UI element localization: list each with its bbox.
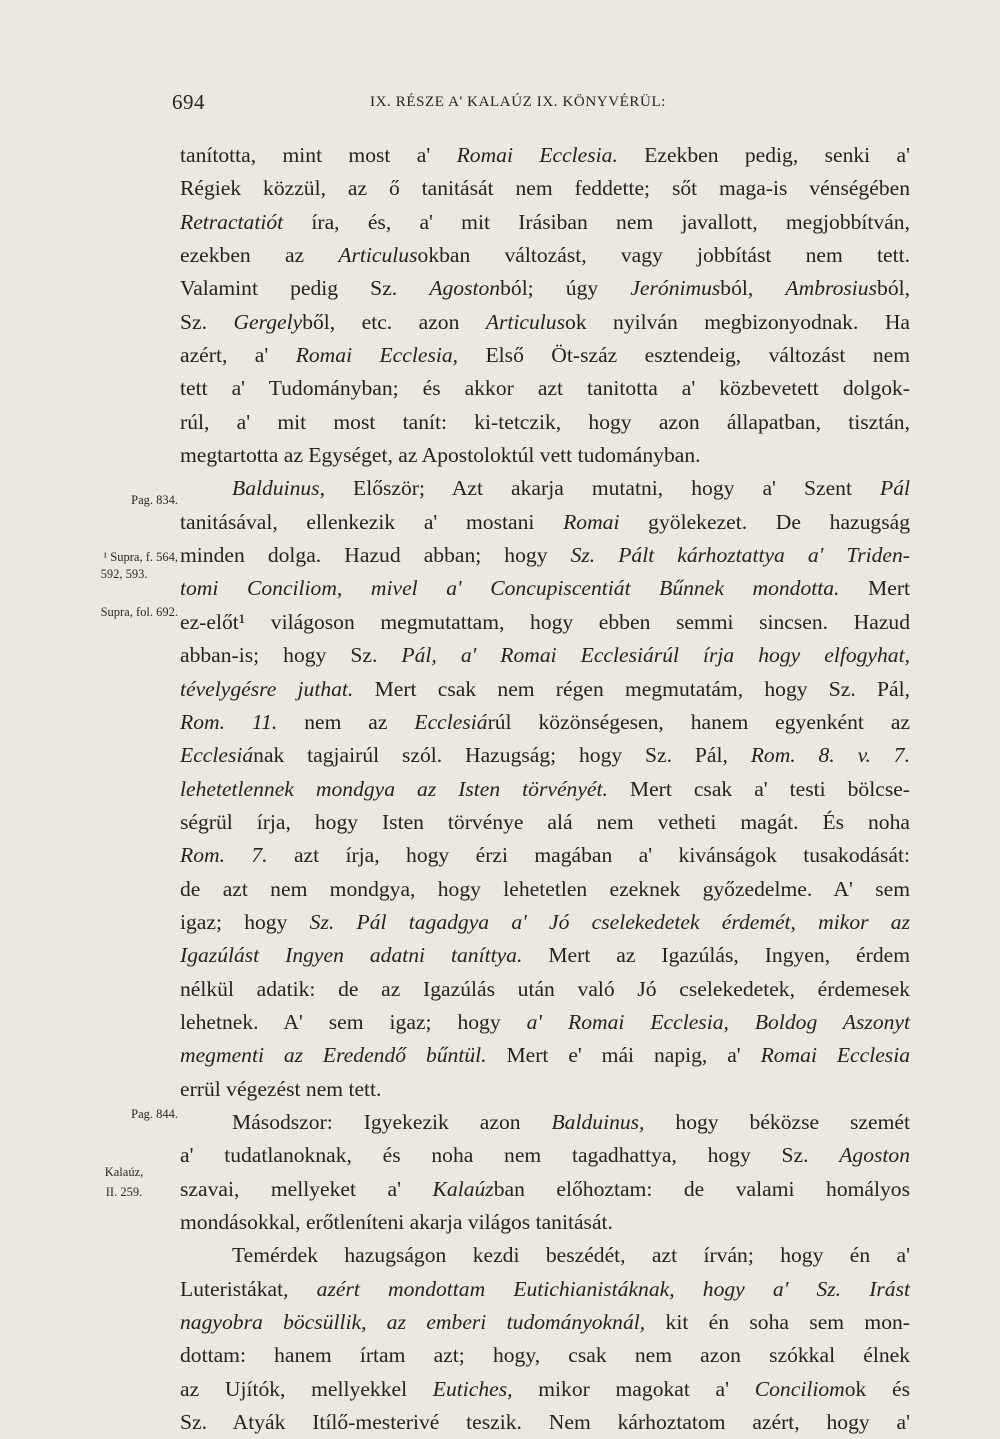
- text-run: Articulus: [485, 309, 566, 334]
- text-run: Romai Ecclesia: [760, 1043, 910, 1068]
- text-run: Balduinus,: [551, 1109, 645, 1134]
- text-run: gyölekezet. De hazugság: [619, 509, 911, 534]
- text-line: [180, 1273, 910, 1306]
- text-run: dottam: hanem írtam azt; hogy, csak nem azon szókkal élnek: [180, 1343, 910, 1368]
- text-line: [180, 939, 910, 972]
- text-run: okban változást, vagy jobbítást nem tett.: [417, 243, 910, 268]
- text-run: Romai Ecclesia.: [456, 143, 618, 167]
- text-run: azért mondottam Eutichianistáknak, hogy a' Sz. Irást: [316, 1276, 910, 1301]
- margin-note: ¹ Supra, f. 564,: [103, 550, 178, 564]
- text-run: errül végezést nem tett.: [180, 1076, 382, 1101]
- text-line: [180, 206, 910, 239]
- text-line: [180, 773, 910, 806]
- text-run: megtartotta az Egységet, az Apostoloktúl vett tudományban.: [180, 443, 701, 468]
- text-run: a' tudatlanoknak, és noha nem tagadhattya, hogy Sz.: [180, 1143, 840, 1168]
- text-run: nem az: [277, 709, 415, 734]
- text-line: [180, 306, 910, 339]
- text-run: ból,: [720, 276, 786, 301]
- text-run: Rom. 11.: [180, 709, 278, 734]
- text-run: Eutiches,: [432, 1376, 513, 1401]
- text-run: ból,: [877, 276, 911, 301]
- margin-note: Kalaúz,: [104, 1165, 144, 1179]
- margin-note: Pag. 844.: [131, 1107, 178, 1121]
- text-run: minden dolga. Hazud abban; hogy: [180, 543, 571, 568]
- text-run: ségrül írja, hogy Isten törvénye alá nem vetheti magát. És noha: [180, 809, 910, 834]
- text-run: ből, etc. azon: [302, 309, 486, 334]
- text-line: [180, 1239, 910, 1272]
- text-line: [180, 639, 910, 672]
- text-run: Régiek közzül, az ő tanitását nem feddette; sőt maga-is vénségében: [180, 176, 910, 201]
- text-run: szavai, mellyeket a': [180, 1176, 433, 1201]
- text-line: [180, 1139, 910, 1172]
- text-line: [180, 1173, 910, 1206]
- text-run: Temérdek hazugságon kezdi beszédét, azt írván; hogy én a': [232, 1243, 910, 1268]
- margin-note: Pag. 834.: [131, 493, 178, 507]
- text-run: tanitásával, ellenkezik a' mostani: [180, 509, 564, 534]
- text-line: [180, 339, 910, 372]
- text-line: [180, 1073, 910, 1106]
- text-run: Agoston: [839, 1143, 910, 1168]
- text-line: [180, 706, 910, 739]
- text-run: Valamint pedig Sz.: [180, 276, 430, 301]
- text-run: tett a' Tudományban; és akkor azt tanitotta a' közbevetett dolgok-: [180, 376, 910, 401]
- margin-note: 592, 593.: [100, 567, 148, 581]
- text-run: Ambrosius: [785, 276, 878, 301]
- text-run: ok nyilván megbizonyodnak. Ha: [565, 309, 910, 334]
- text-run: Pál: [880, 476, 910, 501]
- text-run: Luteristákat,: [180, 1276, 317, 1301]
- margin-note: Supra, fol. 692.: [100, 605, 178, 619]
- text-line: [180, 606, 910, 639]
- text-run: az Ujítók, mellyekkel: [180, 1376, 433, 1401]
- text-line: [180, 739, 910, 772]
- text-line: [180, 439, 910, 472]
- text-line: [180, 839, 910, 872]
- text-run: íra, és, a' mit Irásiban nem javallott, megjobbítván,: [283, 209, 910, 234]
- text-run: Ecclesiá: [414, 709, 488, 734]
- text-run: ból; úgy: [500, 276, 631, 301]
- text-run: Sz. Atyák Itílő-mesterivé teszik. Nem kárhoztatom azért, hogy a': [180, 1410, 910, 1435]
- text-run: ez-előt¹ világoson megmutattam, hogy ebben semmi sincsen. Hazud: [180, 609, 910, 634]
- text-line: [180, 472, 910, 505]
- text-run: de azt nem mondgya, hogy lehetetlen ezeknek győzedelme. A' sem: [180, 876, 910, 901]
- text-run: Sz.: [180, 309, 234, 334]
- text-run: Mert e' mái napig, a': [486, 1043, 761, 1068]
- text-line: [180, 1206, 910, 1239]
- text-run: mikor magokat a': [512, 1376, 755, 1401]
- text-run: azért, a': [180, 343, 296, 368]
- text-run: nagyobra böcsüllik, az emberi tudományoknál,: [180, 1310, 646, 1335]
- text-line: [180, 873, 910, 906]
- text-run: kit én soha sem mon-: [645, 1310, 910, 1335]
- text-run: nélkül adatik: de az Igazúlás után való Jó cselekedetek, érdemesek: [180, 976, 910, 1001]
- text-run: rúl, a' mit most tanít: ki-tetczik, hogy azon állapatban, tisztán,: [180, 409, 910, 434]
- text-line: [180, 973, 910, 1006]
- text-run: Agoston: [429, 276, 501, 301]
- text-run: Mert: [839, 576, 911, 601]
- text-line: [180, 506, 910, 539]
- text-run: igaz; hogy: [180, 909, 310, 934]
- text-line: [180, 673, 910, 706]
- text-run: Rom. 7.: [180, 843, 268, 868]
- text-run: Balduinus,: [232, 476, 325, 501]
- text-run: ban előhoztam: de valami homályos: [493, 1176, 910, 1201]
- text-run: lehetetlennek mondgya az Isten törvényét.: [180, 776, 608, 801]
- running-head: IX. RÉSZE A' KALAÚZ IX. KÖNYVÉRÜL:: [370, 94, 666, 110]
- text-run: Romai: [563, 509, 620, 534]
- text-line: [180, 1406, 910, 1439]
- text-line: [180, 372, 910, 405]
- text-run: hogy béközse szemét: [644, 1109, 910, 1134]
- text-line: [180, 1106, 910, 1139]
- text-run: nak tagjairúl szól. Hazugság; hogy Sz. Pál,: [253, 743, 751, 768]
- text-run: Mert csak nem régen megmutatám, hogy Sz. Pál,: [353, 676, 911, 701]
- text-run: abban-is; hogy Sz.: [180, 643, 402, 668]
- text-run: Ezekben pedig, senki a': [617, 143, 910, 167]
- text-run: azt írja, hogy érzi magában a' kivánságok tusakodását:: [267, 843, 910, 868]
- margin-note: II. 259.: [105, 1185, 143, 1199]
- text-line: [180, 572, 910, 605]
- text-run: ok és: [844, 1376, 910, 1401]
- text-line: [180, 1006, 910, 1039]
- text-line: [180, 1339, 910, 1372]
- text-run: Jerónimus: [630, 276, 721, 301]
- text-run: Másodszor: Igyekezik azon: [232, 1109, 552, 1134]
- text-run: Articulus: [338, 243, 418, 268]
- text-run: Gergely: [233, 309, 303, 334]
- text-run: tévelygésre juthat.: [180, 676, 354, 701]
- text-run: rúl közönségesen, hanem egyenként az: [487, 709, 911, 734]
- text-run: mondásokkal, erőtleníteni akarja világos tanitását.: [180, 1210, 613, 1234]
- text-line: [180, 239, 910, 272]
- text-run: megmenti az Eredendő bűntül.: [180, 1043, 487, 1068]
- text-line: [180, 272, 910, 305]
- text-run: lehetnek. A' sem igaz; hogy: [180, 1009, 527, 1034]
- text-run: Először; Azt akarja mutatni, hogy a' Szent: [324, 476, 880, 501]
- text-run: Rom. 8. v. 7.: [750, 743, 910, 768]
- text-run: tanította, mint most a': [180, 143, 457, 167]
- text-run: Conciliom: [754, 1376, 845, 1401]
- text-line: [180, 806, 910, 839]
- text-run: Mert csak a' testi bölcse-: [607, 776, 910, 801]
- text-line: [180, 172, 910, 205]
- text-run: a' Romai Ecclesia, Boldog Aszonyt: [526, 1009, 910, 1034]
- text-line: [180, 139, 910, 172]
- text-run: Mert az Igazúlás, Ingyen, érdem: [522, 943, 911, 968]
- text-line: [180, 1306, 910, 1339]
- text-line: [180, 1039, 910, 1072]
- page-number: 694: [172, 90, 205, 114]
- text-line: [180, 1373, 910, 1406]
- text-run: Kalaúz: [432, 1176, 494, 1201]
- text-run: tomi Conciliom, mivel a' Concupiscentiát Bűnnek mondotta.: [180, 576, 840, 601]
- text-run: Pál, a' Romai Ecclesiárúl írja hogy elfogyhat,: [401, 643, 910, 668]
- text-run: Romai Ecclesia,: [295, 343, 459, 368]
- text-run: ezekben az: [180, 243, 339, 268]
- text-run: Első Öt-száz esztendeig, változást nem: [458, 343, 910, 368]
- text-run: Retractatiót: [180, 209, 284, 234]
- text-run: Sz. Pál tagadgya a' Jó cselekedetek érdemét, mikor az: [309, 909, 910, 934]
- text-run: Sz. Pált kárhoztattya a' Triden-: [570, 543, 910, 568]
- text-line: [180, 539, 910, 572]
- text-run: Igazúlást Ingyen adatni taníttya.: [180, 943, 523, 968]
- body-text: [180, 139, 910, 1439]
- text-line: [180, 406, 910, 439]
- text-line: [180, 906, 910, 939]
- text-run: Ecclesiá: [180, 743, 254, 768]
